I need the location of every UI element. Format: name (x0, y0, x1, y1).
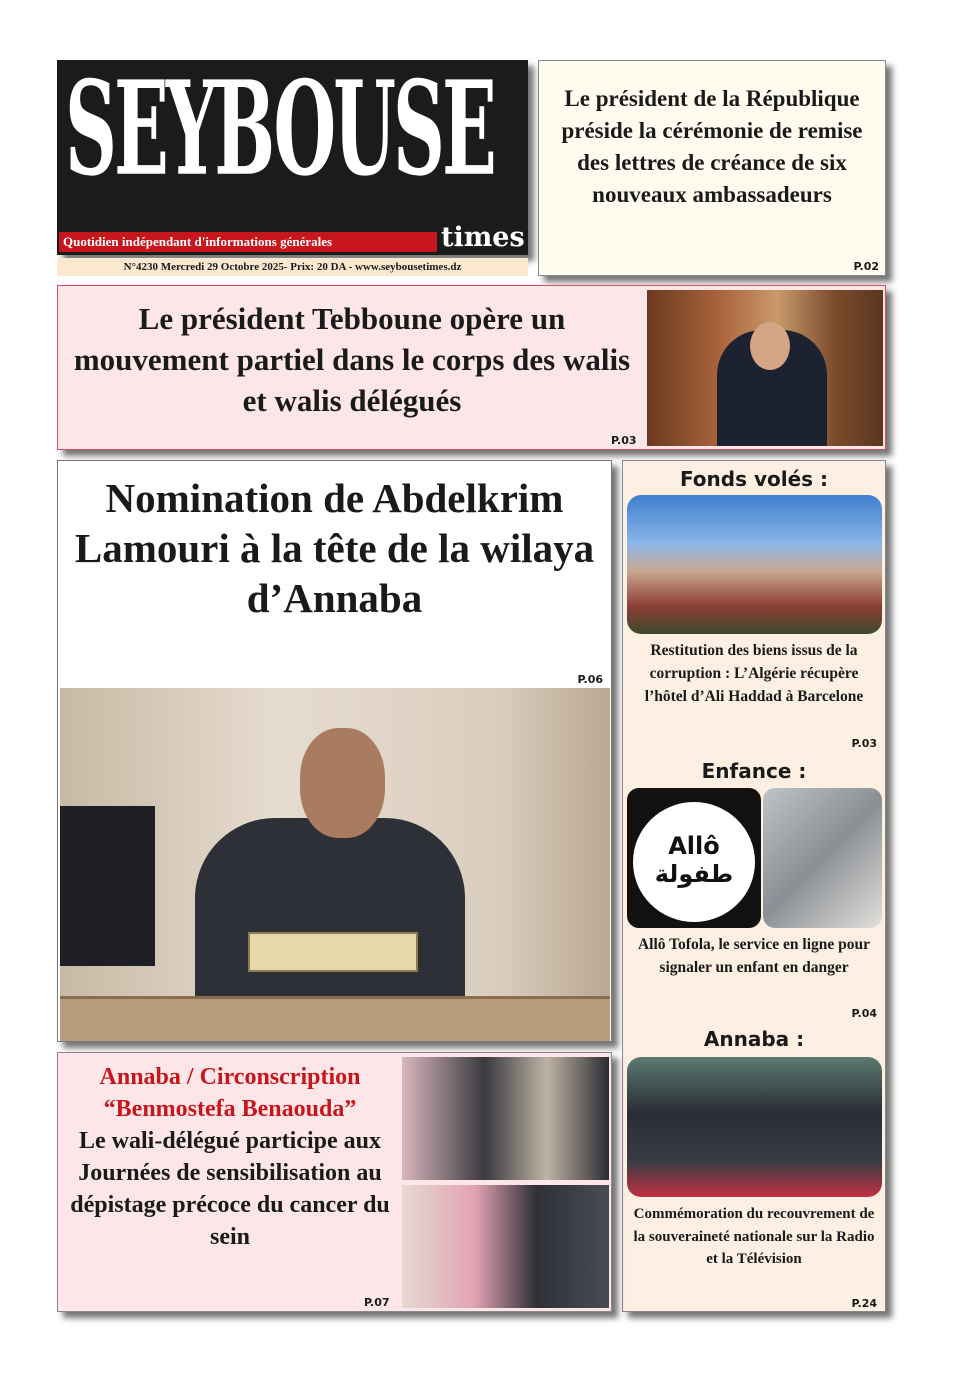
page-ref: P.03 (611, 434, 637, 447)
headline: Le président de la République préside la cérémonie de remise des lettres de créance de six nouveaux ambassadeurs (561, 86, 863, 207)
lead-story[interactable] (57, 460, 612, 1042)
tebboune-photo (647, 290, 883, 446)
caption[interactable]: Commémoration du recouvrement de la souveraineté nationale sur la Radio et la Télévision (633, 1206, 875, 1267)
caption[interactable]: Allô Tofola, le service en ligne pour signaler un enfant en danger (637, 936, 871, 976)
page-ref: P.03 (851, 737, 877, 750)
ceremony-photo (627, 1057, 882, 1197)
allo-tofola-logo (627, 788, 761, 928)
section-label: Annaba : (703, 1027, 805, 1051)
page-ref: P.02 (853, 260, 879, 273)
bottom-story[interactable] (57, 1052, 612, 1312)
logo-suffix: times (441, 222, 525, 253)
logo-text: Allô طفولة (633, 802, 755, 922)
event-photo-2 (402, 1185, 609, 1308)
event-photo-1 (402, 1057, 609, 1180)
tagline: Quotidien indépendant d'informations générales (59, 232, 437, 252)
headline: Nomination de Abdelkrim Lamouri à la tête de la wilaya d’Annaba (74, 475, 595, 621)
headline: Le wali-délégué participe aux Journées de sensibilisation au dépistage précoce du cancer du sein (70, 1128, 390, 1250)
section-label: Fonds volés : (679, 467, 829, 491)
kicker: Annaba / Circonscription “Benmostefa Benaouda” (99, 1064, 361, 1122)
page-ref: P.07 (364, 1296, 390, 1309)
caption[interactable]: Restitution des biens issus de la corruption : L’Algérie récupère l’hôtel d’Ali Haddad à Barcelone (644, 642, 864, 705)
logo: SEYBOUSE (65, 60, 494, 205)
hotel-photo[interactable] (627, 495, 882, 634)
second-story[interactable] (57, 285, 886, 450)
page-ref: P.04 (851, 1007, 877, 1020)
lead-photo (60, 688, 610, 1041)
headline: Le président Tebboune opère un mouvement partiel dans le corps des walis et walis délégués (73, 301, 631, 418)
page-ref: P.24 (851, 1297, 877, 1310)
page-ref: P.06 (577, 673, 603, 686)
top-story[interactable] (538, 60, 886, 276)
masthead (57, 60, 528, 255)
sidebar (622, 460, 886, 1312)
section-label: Enfance : (701, 759, 807, 783)
child-photo (763, 788, 882, 928)
dateline: N°4230 Mercredi 29 Octobre 2025- Prix: 20 DA - www.seybousetimes.dz (57, 258, 528, 276)
